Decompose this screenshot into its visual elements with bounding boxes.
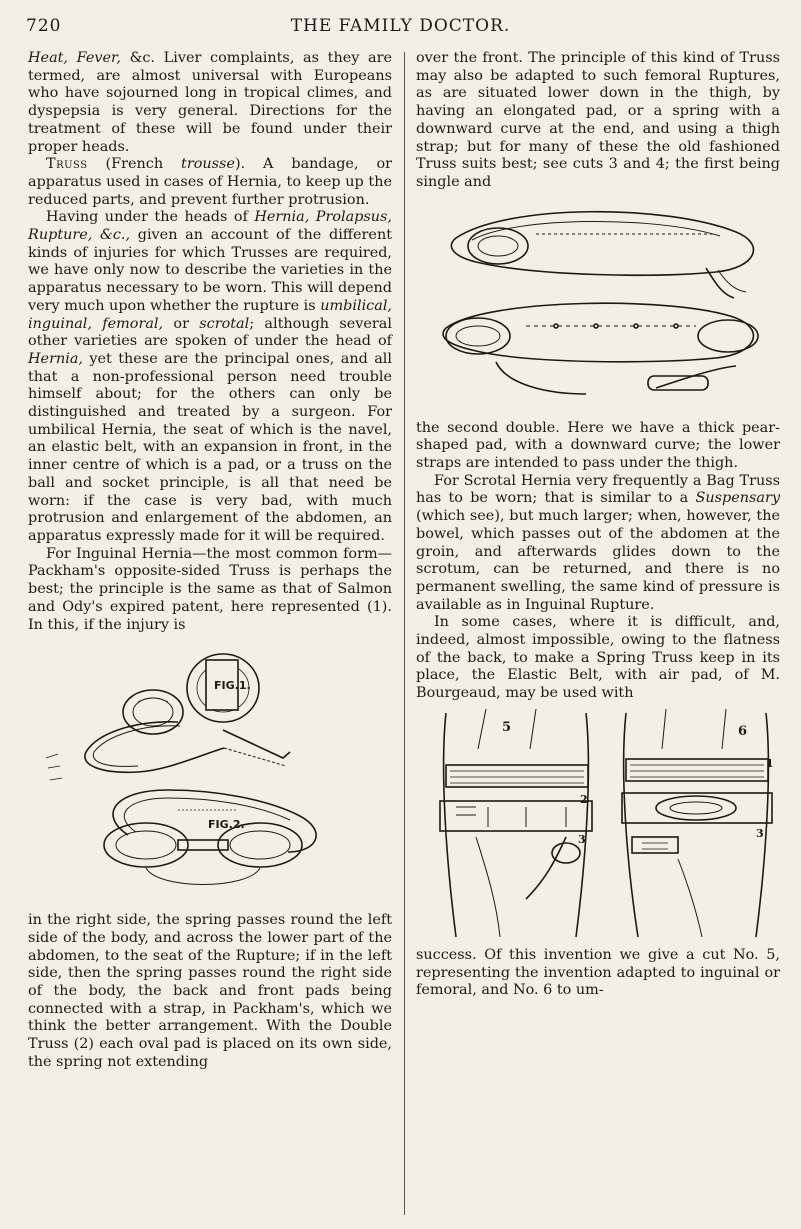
heat-fever-text: &c. Liver complaints, as they are termed, are almost universal with Europeans who have sojourned long in tropical climes, and dyspepsia is very general. Directions for the treatment of these will be found under their proper heads. [28,50,393,155]
page-header [24,12,777,38]
paragraph-inguinal: For Inguinal Hernia—the most common form—Packham's opposite-sided Truss is perhaps the best; the principle is the same as that of Salmon and Ody's expired patent, here represented (1). In this, if the injury is [28,545,392,633]
varieties-i1: Hernia, Prolapsus, Rupture, &c., [28,209,392,244]
left-column [28,50,392,1219]
fig2-label: FIG.2. [208,818,245,832]
elastic-belt-illustration [416,709,780,941]
paragraph-second-double: the second double. Here we have a thick pear-shaped pad, with a downward curve; the lower straps are intended to pass under the thigh. [416,419,780,472]
figure-truss-1-2 [28,640,392,906]
running-title: THE FAMILY DOCTOR. [290,16,511,36]
paragraph-truss-definition [28,156,392,209]
paragraph-success: success. Of this invention we give a cut No. 5, representing the invention adapted to inguinal or femoral, and No. 6 to um- [416,946,780,999]
scrotal-t2: (which see), but much larger; when, however, the bowel, which passes out of the abdomen at the groin, and afterwards glides down to the scrotum, can be returned, and there is no permanent swelling, the same kind of pressure is available as in Inguinal Rupture. [416,508,780,613]
figure-truss-3-4 [416,198,780,414]
paragraph-scrotal [416,473,780,615]
paragraph-elastic-belt: In some cases, where it is difficult, and, indeed, almost impossible, owing to the flatness of the back, to make a Spring Truss keep in its place, the Elastic Belt, with air pad, of M. Bourgeaud, may be used with [416,614,780,702]
old-fashioned-truss-illustration [416,198,780,414]
scrotal-suspensary: Suspensary [695,490,780,507]
paragraph-heat-fever [28,50,392,156]
column-divider [404,52,405,1215]
truss-figure-illustration [28,640,392,906]
varieties-t2: given an account of the different kinds of injuries for which Trusses are required, we have only now to describe the varieties in the apparatus necessary to be worn. This will depend very much upon whether the rupture is [28,227,392,314]
entry-term-truss: Truss [46,156,88,173]
scrotal-t1: For Scrotal Hernia very frequently a Bag Truss has to be worn; that is similar to a [416,472,780,507]
page-number: 720 [26,16,62,36]
heat-fever-lead: Heat, Fever, [28,50,121,66]
varieties-t5: yet these are the principal ones, and all that a non-professional person need trouble himself about; for the others can only be distinguished and treated by a surgeon. For umbilical Hernia, the seat of which is the navel, an elastic belt, with an expansion in front, in the inner centre of which is a pad, or a truss on the ball and socket principle, is all that need be worn: if the case is very bad, with much protrusion and enlargement of the abdomen, an apparatus expressly made for it will be required. [28,350,392,544]
fig5-marker-3: 3 [578,832,586,846]
truss-french-word: trousse [181,156,235,173]
right-column [416,50,780,1219]
fig5-marker-2: 2 [580,792,588,806]
varieties-i4: Hernia, [28,350,83,367]
paragraph-varieties [28,209,392,545]
figure-belt-5-6 [416,709,780,941]
varieties-t1: Having under the heads of [46,209,255,226]
fig6-marker-1: 1 [766,756,774,770]
truss-paren: (French [87,156,182,173]
fig1-label: FIG.1. [214,679,251,693]
varieties-t3: or [163,315,200,332]
varieties-t4: ; although several other varieties are spoken of under the head of [28,315,392,350]
varieties-i2: umbilical, inguinal, femoral, [28,297,392,332]
paragraph-femoral: over the front. The principle of this kind of Truss may also be adapted to such femoral Ruptures, as are situated lower down in the thigh, by having an elongated pad, or a spring with a downward curve at the end, and using a thigh strap; but for many of these the old fashioned Truss suits best; see cuts 3 and 4; the first being single and [416,50,780,190]
paragraph-spring-passes: in the right side, the spring passes round the left side of the body, and across the lower part of the abdomen, to the seat of the Rupture; if in the left side, then the spring passes round the right side of the body, the back and front pads being connected with a strap, in Packham's, which we think the better arrangement. With the Double Truss (2) each oval pad is placed on its own side, the spring not extending [28,912,392,1070]
varieties-i3: scrotal [199,315,250,332]
truss-definition-text: ). A bandage, or apparatus used in cases of Hernia, to keep up the reduced parts, and prevent further protrusion. [28,156,392,208]
fig6-label: 6 [738,723,748,739]
fig6-marker-3: 3 [756,826,764,840]
fig5-label: 5 [502,719,512,735]
